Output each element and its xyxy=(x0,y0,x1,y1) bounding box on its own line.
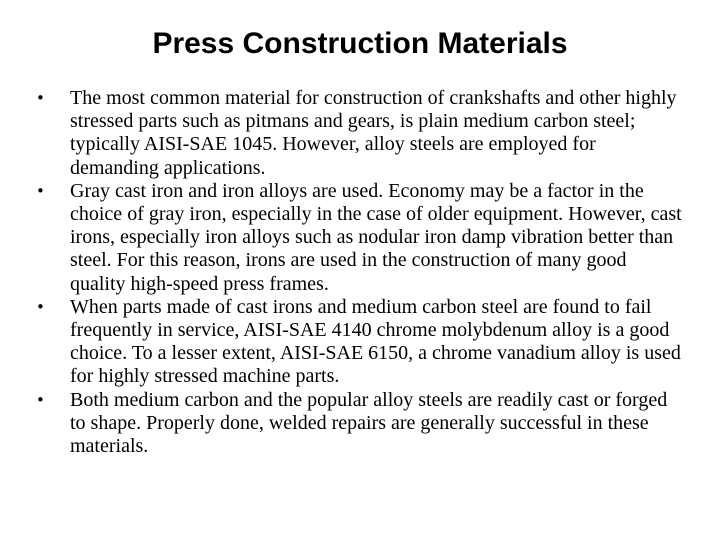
bullet-item xyxy=(36,87,686,180)
bullet-item xyxy=(36,296,686,389)
bullet-text: Gray cast iron and iron alloys are used. Economy may be a factor in the choice of gray iron, especially in the case of older equipment. However, cast irons, especially iron alloys such as nodular iron damp vibration better than steel. For this reason, irons are used in the construction of many good quality high-speed press frames. xyxy=(70,179,682,295)
bullet-icon: • xyxy=(36,390,45,409)
slide-title: Press Construction Materials xyxy=(152,27,568,60)
bullet-icon: • xyxy=(36,89,45,107)
bullet-icon: • xyxy=(36,297,45,316)
bullet-text: The most common material for construction of crankshafts and other highly stressed parts such as pitmans and gears, is plain medium carbon steel; typically AISI-SAE 1045. However, alloy steels are employed for demanding applications. xyxy=(70,87,677,179)
bullet-item xyxy=(36,389,686,459)
bullet-text: Both medium carbon and the popular alloy steels are readily cast or forged to shape. Properly done, welded repairs are generally successful in these materials. xyxy=(70,388,668,458)
bullet-item xyxy=(36,180,686,296)
bullet-icon: • xyxy=(36,181,45,200)
bullet-list xyxy=(36,87,686,458)
bullet-text: When parts made of cast irons and medium carbon steel are found to fail frequently in service, AISI-SAE 4140 chrome molybdenum alloy is a good choice. To a lesser extent, AISI-SAE 6150, a chrome vanadium alloy is used for highly stressed machine parts. xyxy=(70,295,681,388)
